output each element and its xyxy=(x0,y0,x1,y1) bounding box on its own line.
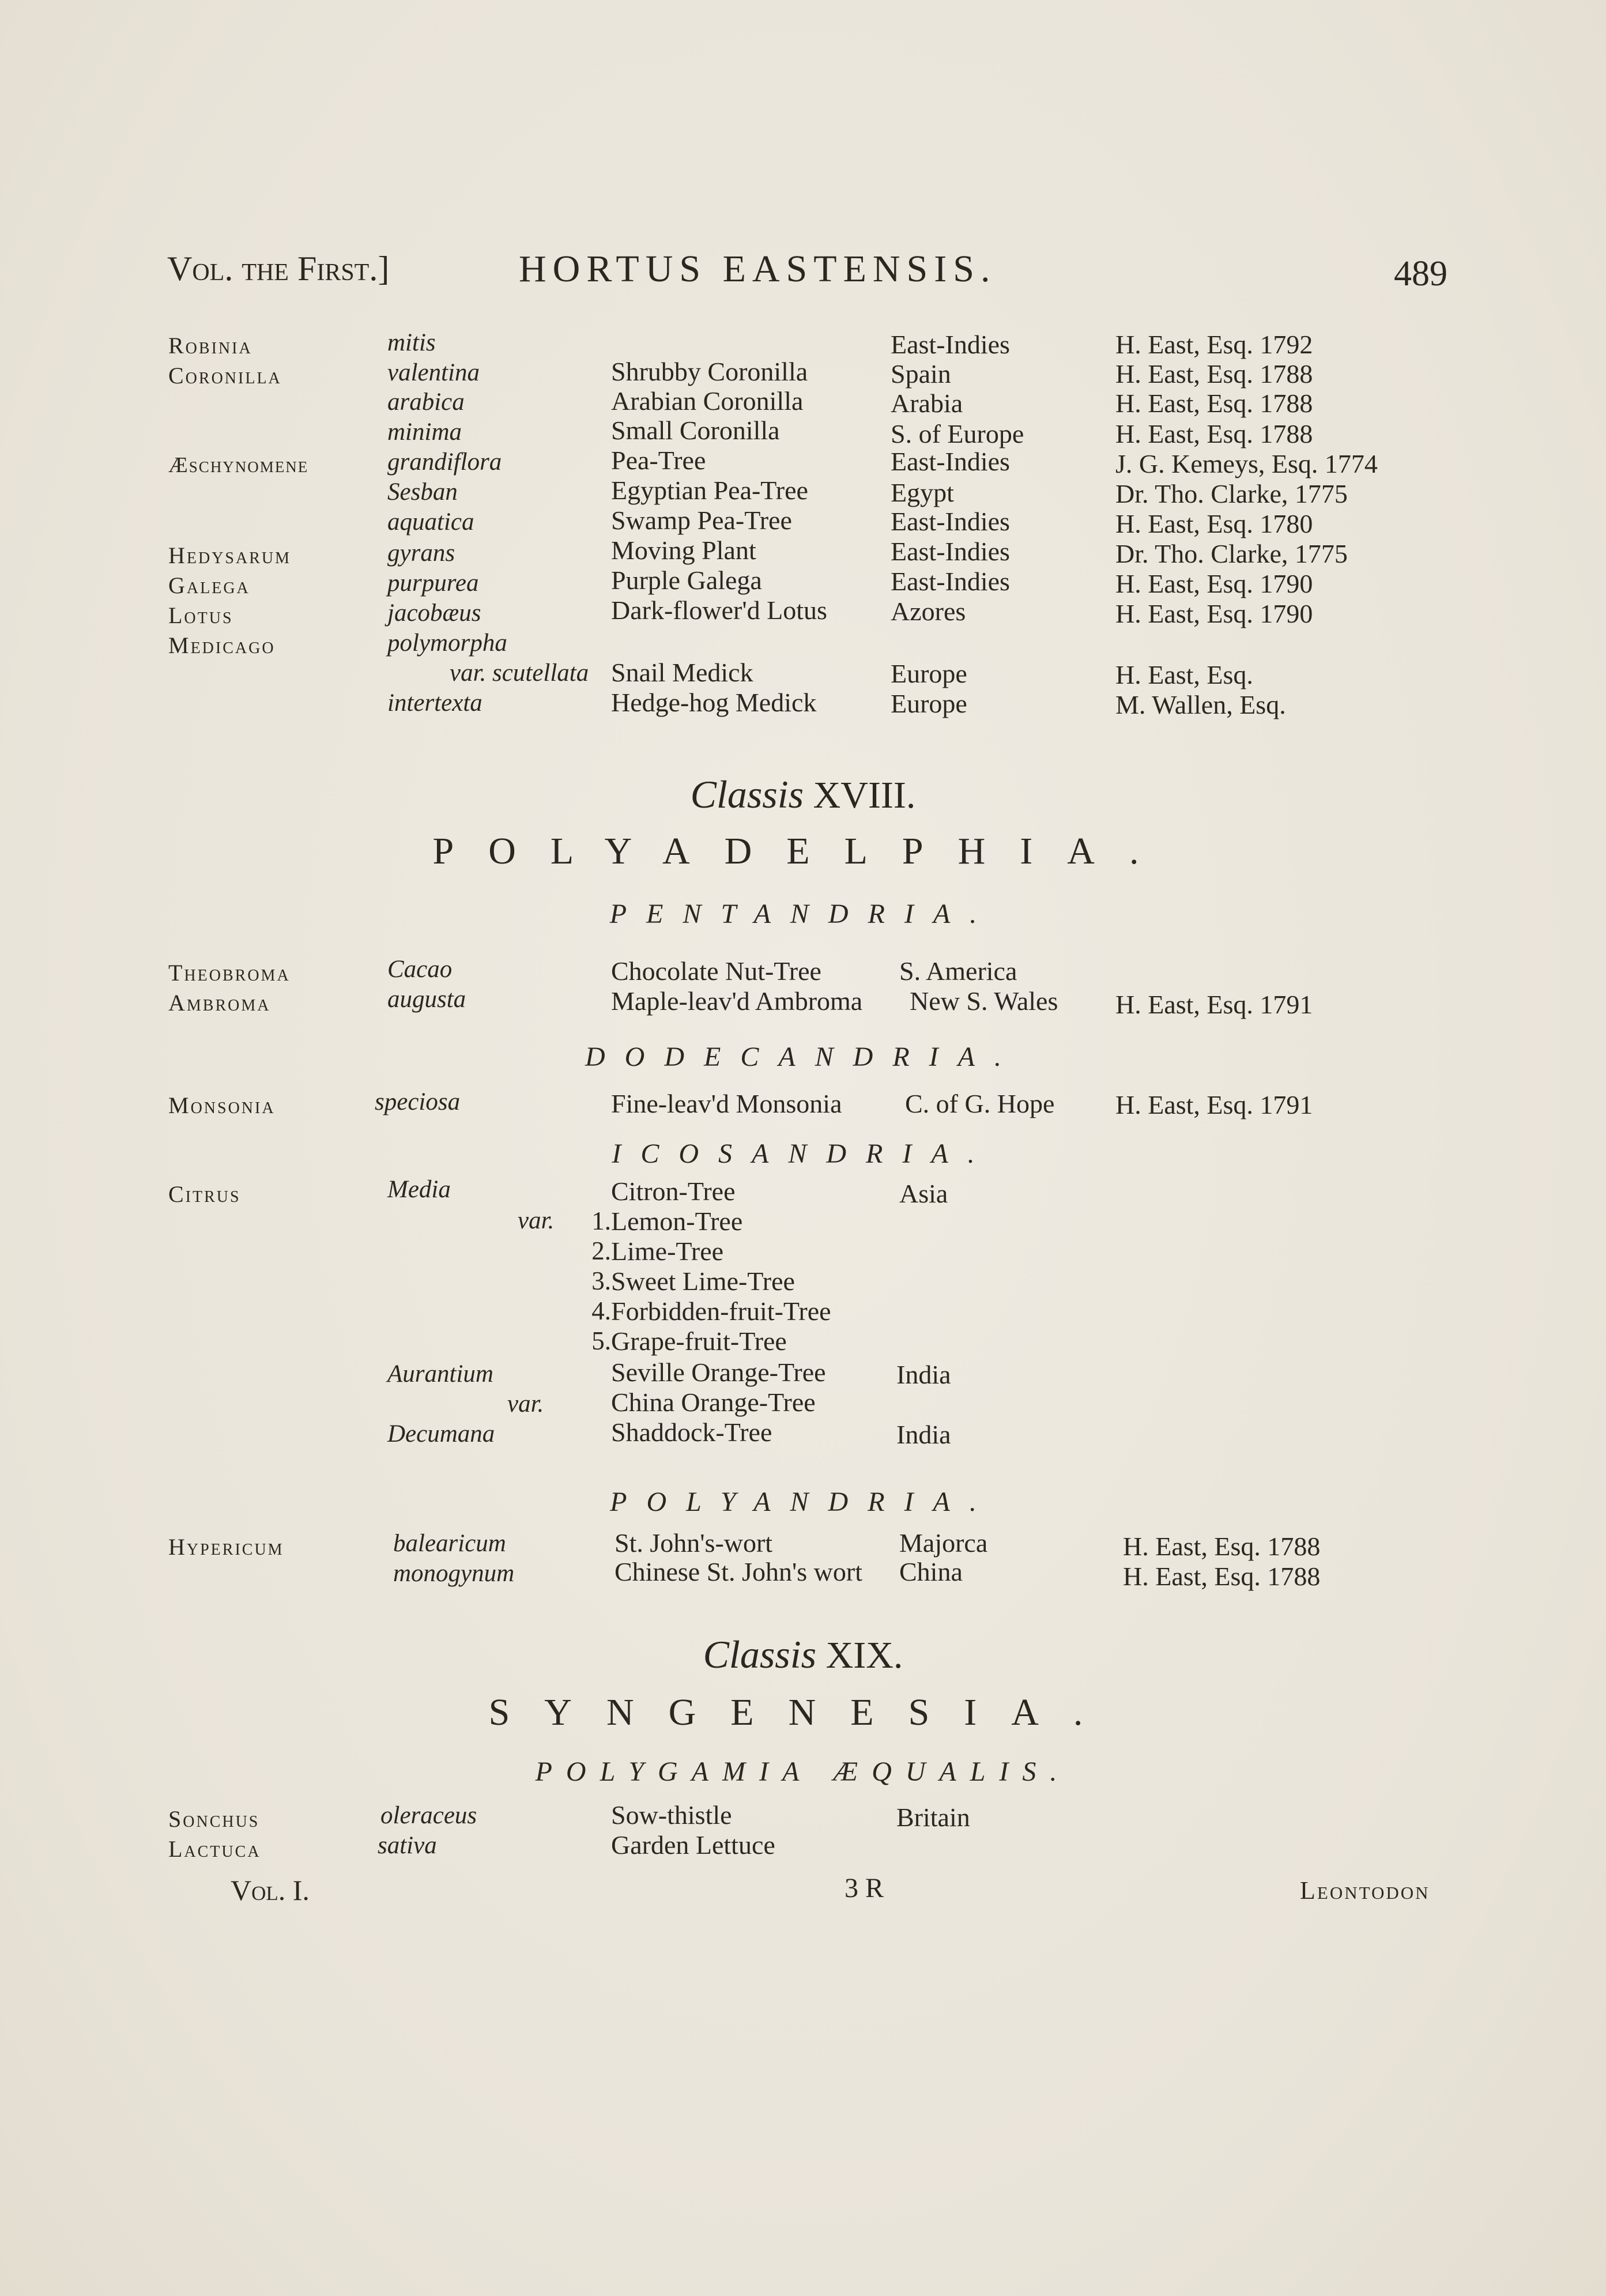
introduced-by: H. East, Esq. 1788 xyxy=(1123,1532,1321,1561)
variety-name: China Orange-Tree xyxy=(611,1388,816,1417)
common-name: Pea-Tree xyxy=(611,446,706,475)
page-number: 489 xyxy=(1394,254,1447,293)
common-name: St. John's-wort xyxy=(614,1528,773,1558)
introduced-by: H. East, Esq. xyxy=(1115,660,1253,689)
classis-number: XVIII. xyxy=(813,774,916,816)
genus-name: Ambroma xyxy=(168,990,271,1016)
class-name-syngenesia: SYNGENESIA. xyxy=(488,1691,1118,1733)
classis-number: XIX. xyxy=(825,1634,903,1676)
species-name: speciosa xyxy=(375,1088,461,1115)
species-name: Sesban xyxy=(387,478,458,506)
species-name: Cacao xyxy=(387,956,453,983)
native-country: Asia xyxy=(899,1179,948,1208)
introduced-by: Dr. Tho. Clarke, 1775 xyxy=(1115,479,1348,508)
introduced-by: H. East, Esq. 1780 xyxy=(1115,509,1313,538)
common-name: Citron-Tree xyxy=(611,1177,736,1206)
introduced-by: H. East, Esq. 1790 xyxy=(1115,569,1313,598)
variety-label: var. xyxy=(507,1390,544,1417)
order-heading-pentandria: PENTANDRIA. xyxy=(609,899,997,929)
footer-volume: Vol. I. xyxy=(231,1874,310,1906)
common-name: Garden Lettuce xyxy=(611,1830,775,1860)
catchword: Leontodon xyxy=(1300,1876,1430,1905)
common-name: Small Coronilla xyxy=(611,416,780,445)
common-name: Shrubby Coronilla xyxy=(611,357,808,386)
species-name: Aurantium xyxy=(387,1360,493,1388)
introduced-by: H. East, Esq. 1792 xyxy=(1115,330,1313,359)
introduced-by: H. East, Esq. 1791 xyxy=(1115,990,1313,1019)
class-name-polyadelphia: POLYADELPHIA. xyxy=(432,830,1174,872)
common-name: Snail Medick xyxy=(611,658,753,687)
common-name: Egyptian Pea-Tree xyxy=(611,476,808,505)
genus-name: Theobroma xyxy=(168,960,291,986)
native-country: India xyxy=(896,1420,951,1449)
species-name: purpurea xyxy=(387,570,479,597)
class-heading-19 xyxy=(0,1635,1606,1675)
species-name: aquatica xyxy=(387,508,474,536)
running-head-volume: Vol. the First.] xyxy=(167,250,390,288)
common-name: Purple Galega xyxy=(611,565,762,595)
common-name: Swamp Pea-Tree xyxy=(611,506,792,535)
species-name: minima xyxy=(387,419,462,446)
common-name: Fine-leav'd Monsonia xyxy=(611,1089,842,1118)
genus-name: Coronilla xyxy=(168,363,282,389)
native-country: Majorca xyxy=(899,1528,988,1558)
common-name: Chocolate Nut-Tree xyxy=(611,956,821,986)
species-name: balearicum xyxy=(393,1530,506,1557)
species-name: gyrans xyxy=(387,540,455,567)
species-name: oleraceus xyxy=(380,1802,477,1829)
genus-name: Galega xyxy=(168,572,250,598)
native-country: Spain xyxy=(891,359,951,389)
order-heading-icosandria: ICOSANDRIA. xyxy=(612,1138,994,1169)
native-country: S. of Europe xyxy=(891,419,1024,448)
variety-name: Lime-Tree xyxy=(611,1236,724,1266)
species-name: arabica xyxy=(387,389,465,416)
variety-number: 2. xyxy=(591,1236,611,1265)
native-country: Europe xyxy=(891,689,967,718)
variety-number: 1. xyxy=(591,1207,611,1235)
introduced-by: H. East, Esq. 1788 xyxy=(1123,1562,1321,1591)
genus-name: Robinia xyxy=(168,333,252,359)
classis-word: Classis xyxy=(703,1633,817,1676)
native-country: New S. Wales xyxy=(910,986,1058,1016)
variety-label: var. xyxy=(518,1207,555,1234)
genus-name: Æschynomene xyxy=(168,453,309,477)
species-name: monogynum xyxy=(393,1560,515,1587)
variety-number: 3. xyxy=(591,1266,611,1295)
introduced-by: H. East, Esq. 1788 xyxy=(1115,389,1313,418)
species-name: grandiflora xyxy=(387,448,502,476)
variety-name: Sweet Lime-Tree xyxy=(611,1266,795,1296)
variety-number: 4. xyxy=(591,1296,611,1325)
native-country: India xyxy=(896,1360,951,1389)
species-name: sativa xyxy=(378,1832,437,1859)
species-name: Media xyxy=(387,1176,451,1203)
genus-name: Monsonia xyxy=(168,1092,276,1118)
common-name: Chinese St. John's wort xyxy=(614,1557,862,1586)
introduced-by: H. East, Esq. 1788 xyxy=(1115,419,1313,448)
common-name: Seville Orange-Tree xyxy=(611,1358,826,1387)
native-country: East-Indies xyxy=(891,447,1010,476)
species-name: augusta xyxy=(387,986,466,1013)
native-country: East-Indies xyxy=(891,507,1010,536)
species-variety: var. scutellata xyxy=(450,659,589,687)
genus-name: Lotus xyxy=(168,602,233,628)
genus-name: Hypericum xyxy=(168,1534,284,1560)
native-country: East-Indies xyxy=(891,537,1010,566)
native-country: C. of G. Hope xyxy=(905,1089,1055,1118)
order-heading-dodecandria: DODECANDRIA. xyxy=(585,1042,1021,1072)
species-name: mitis xyxy=(387,329,436,356)
common-name: Hedge-hog Medick xyxy=(611,688,817,717)
species-name: polymorpha xyxy=(387,629,507,657)
genus-name: Hedysarum xyxy=(168,542,292,568)
order-heading-polygamia-aequalis: POLYGAMIA ÆQUALIS. xyxy=(535,1756,1071,1787)
species-name: Decumana xyxy=(387,1420,495,1447)
genus-name: Medicago xyxy=(168,632,276,658)
introduced-by: H. East, Esq. 1791 xyxy=(1115,1090,1313,1119)
variety-name: Forbidden-fruit-Tree xyxy=(611,1296,831,1326)
classis-word: Classis xyxy=(690,772,804,816)
introduced-by: H. East, Esq. 1788 xyxy=(1115,359,1313,389)
genus-name: Citrus xyxy=(168,1181,241,1207)
common-name: Shaddock-Tree xyxy=(611,1417,772,1447)
common-name: Arabian Coronilla xyxy=(611,386,804,416)
native-country: East-Indies xyxy=(891,330,1010,359)
introduced-by: Dr. Tho. Clarke, 1775 xyxy=(1115,539,1348,568)
running-head-title: HORTUS EASTENSIS. xyxy=(519,248,997,290)
common-name: Sow-thistle xyxy=(611,1800,732,1830)
variety-name: Lemon-Tree xyxy=(611,1207,743,1236)
variety-name: Grape-fruit-Tree xyxy=(611,1326,787,1356)
introduced-by: H. East, Esq. 1790 xyxy=(1115,599,1313,628)
genus-name: Sonchus xyxy=(168,1806,260,1832)
native-country: Azores xyxy=(891,597,966,626)
native-country: East-Indies xyxy=(891,567,1010,596)
native-country: S. America xyxy=(899,956,1017,986)
native-country: Britain xyxy=(896,1803,970,1832)
native-country: Egypt xyxy=(891,478,954,507)
genus-name: Lactuca xyxy=(168,1836,261,1862)
native-country: Arabia xyxy=(891,389,963,418)
introduced-by: M. Wallen, Esq. xyxy=(1115,690,1286,719)
signature-mark: 3 R xyxy=(845,1873,884,1903)
common-name: Moving Plant xyxy=(611,536,756,565)
order-heading-polyandria: POLYANDRIA. xyxy=(610,1487,996,1517)
common-name: Maple-leav'd Ambroma xyxy=(611,986,863,1016)
native-country: Europe xyxy=(891,659,967,688)
common-name: Dark-flower'd Lotus xyxy=(611,595,827,625)
introduced-by: J. G. Kemeys, Esq. 1774 xyxy=(1115,449,1378,478)
variety-number: 5. xyxy=(591,1326,611,1355)
class-heading-18 xyxy=(0,772,1606,816)
species-name: jacobæus xyxy=(387,600,481,627)
species-name: intertexta xyxy=(387,689,482,717)
species-name: valentina xyxy=(387,359,480,386)
native-country: China xyxy=(899,1557,963,1586)
